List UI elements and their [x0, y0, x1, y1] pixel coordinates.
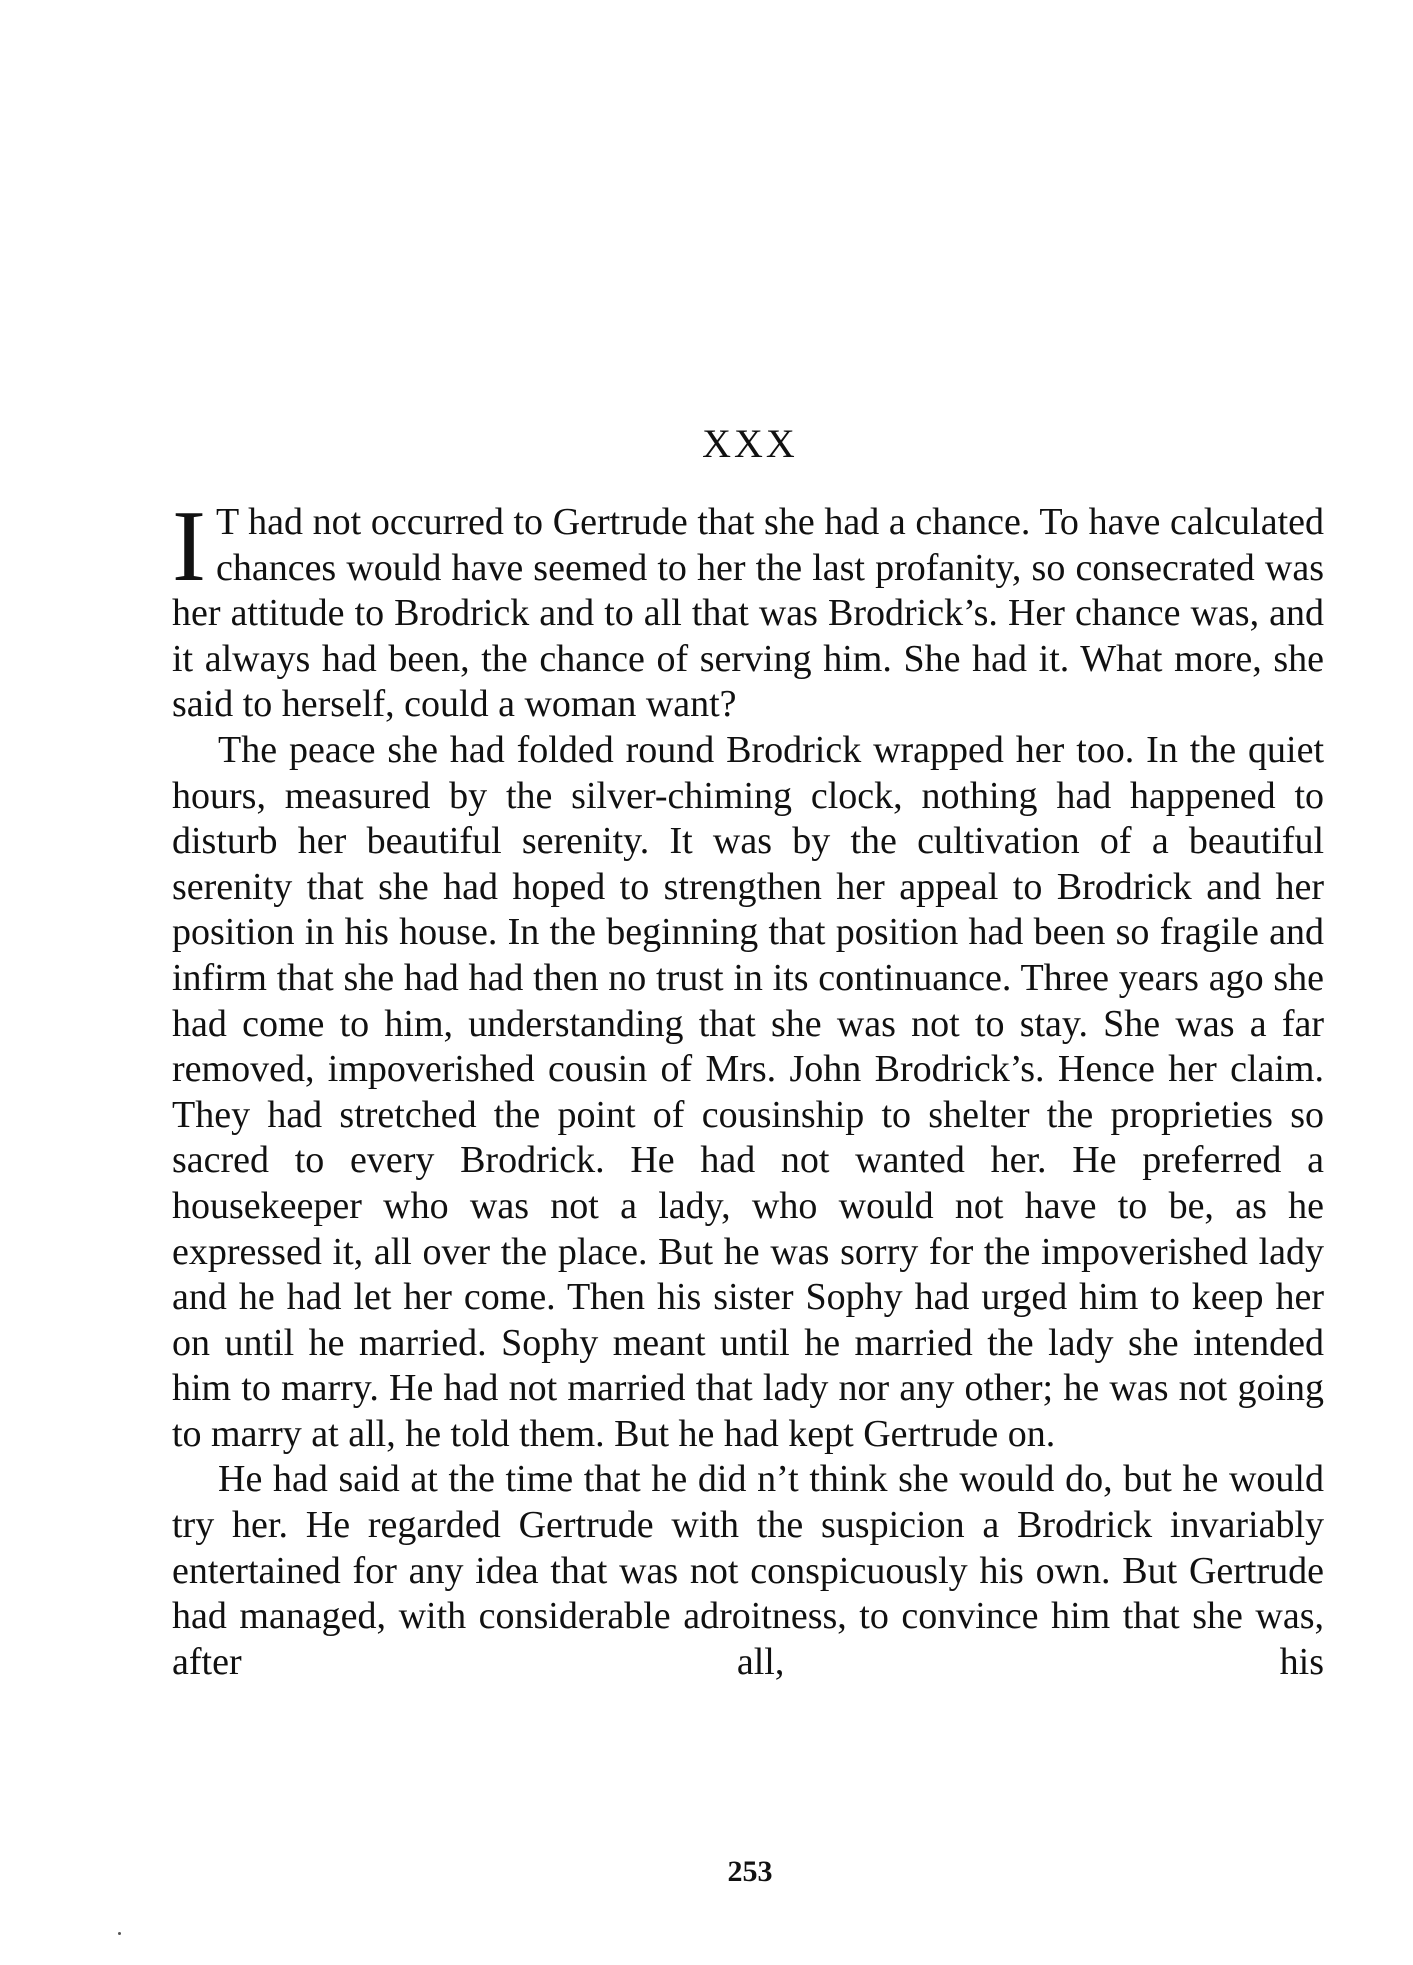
- chapter-heading: XXX: [702, 421, 798, 466]
- body-text: [172, 490, 1324, 1685]
- paragraph-3: He had said at the time that he did n’t think she would do, but he would try her. He regarded Gertrude with the suspicion a Brodrick invariably entertained for any idea that was not conspicuously his own. But Gertrude had managed, with considerable adroitness, to convince him that she was, after all, his: [172, 1458, 1324, 1683]
- paragraph-1: [172, 490, 1324, 728]
- paragraph-1-text: T had not occurred to Gertrude that she had a chance. To have calculated chances would have seemed to her the last profanity, so consecrated was her attitude to Brodrick and to all that was Brodrick’s. Her chance was, and it always had been, the chance of serving him. She had it. What more, she said to herself, could a woman want?: [172, 501, 1324, 726]
- page-number: 253: [727, 1855, 773, 1888]
- paragraph-2: The peace she had folded round Brodrick wrapped her too. In the quiet hours, measured by the silver-chiming clock, nothing had happened to disturb her beautiful serenity. It was by the cultivation of a beautiful serenity that she had hoped to strengthen her appeal to Brodrick and her position in his house. In the beginning that position had been so fragile and infirm that she had had then no trust in its continuance. Three years ago she had come to him, understanding that she was not to stay. She was a far removed, impoverished cousin of Mrs. John Brodrick’s. Hence her claim. They had stretched the point of cousinship to shelter the proprieties so sacred to every Brodrick. He had not wanted her. He preferred a housekeeper who was not a lady, who would not have to be, as he expressed it, all over the place. But he was sorry for the impoverished lady and he had let her come. Then his sister Sophy had urged him to keep her on until he married. Sophy meant until he married the lady she intended him to marry. He had not married that lady nor any other; he was not going to marry at all, he told them. But he had kept Gertrude on.: [172, 728, 1324, 1455]
- paper-speck: [118, 1932, 121, 1935]
- dropcap: I: [172, 490, 206, 603]
